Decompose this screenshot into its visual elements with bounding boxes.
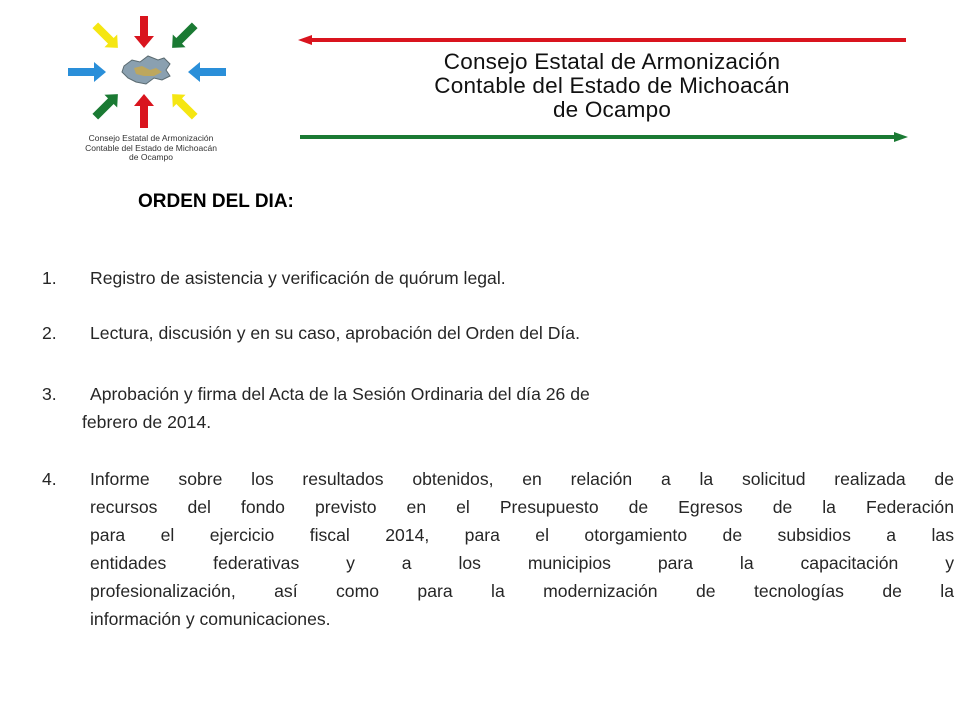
banner-title-line: Contable del Estado de Michoacán xyxy=(434,73,790,98)
arrow-yellow-top-left-icon xyxy=(89,19,124,54)
item-text-continued: febrero de 2014. xyxy=(82,412,212,432)
agenda-heading: ORDEN DEL DIA: xyxy=(138,191,294,212)
logo-caption-line: Consejo Estatal de Armonización xyxy=(88,133,214,143)
logo-caption-line: de Ocampo xyxy=(129,152,173,162)
item-text: Aprobación y firma del Acta de la Sesión Ordinaria del día 26 de xyxy=(90,384,590,404)
council-logo xyxy=(58,10,242,130)
arrow-green-bottom-left-icon xyxy=(89,88,124,123)
banner-title xyxy=(372,50,852,122)
arrow-green-top-right-icon xyxy=(166,19,201,54)
item-number: 4. xyxy=(42,469,57,489)
arrow-blue-left-icon xyxy=(68,62,106,82)
item-number: 3. xyxy=(42,384,57,404)
red-divider-line xyxy=(298,34,908,46)
arrow-yellow-bottom-right-icon xyxy=(166,88,201,123)
arrow-red-top-icon xyxy=(134,16,154,48)
item-text: Registro de asistencia y verificación de quórum legal. xyxy=(90,268,506,288)
item-text: Lectura, discusión y en su caso, aprobación del Orden del Día. xyxy=(90,323,580,343)
item-text-line: profesionalización, así como para la modernización de tecnologías de la xyxy=(90,581,954,601)
banner-title-line: Consejo Estatal de Armonización xyxy=(443,49,781,74)
item-number: 2. xyxy=(42,323,57,343)
arrow-blue-right-icon xyxy=(188,62,226,82)
item-text-line: recursos del fondo previsto en el Presupuesto de Egresos de la Federación xyxy=(90,497,954,517)
arrow-red-bottom-icon xyxy=(134,94,154,128)
item-text-line: para el ejercicio fiscal 2014, para el otorgamiento de subsidios a las xyxy=(90,525,954,545)
item-number: 1. xyxy=(42,268,57,288)
item-text-line: entidades federativas y a los municipios para la capacitación y xyxy=(90,553,954,573)
item-text-block xyxy=(90,465,954,633)
green-divider-line xyxy=(298,131,908,143)
banner-title-line: de Ocampo xyxy=(552,97,672,122)
logo-caption xyxy=(56,134,246,163)
item-text-line: Informe sobre los resultados obtenidos, en relación a la solicitud realizada de xyxy=(90,469,954,489)
item-text-line: información y comunicaciones. xyxy=(90,609,331,629)
logo-caption-line: Contable del Estado de Michoacán xyxy=(85,142,217,153)
